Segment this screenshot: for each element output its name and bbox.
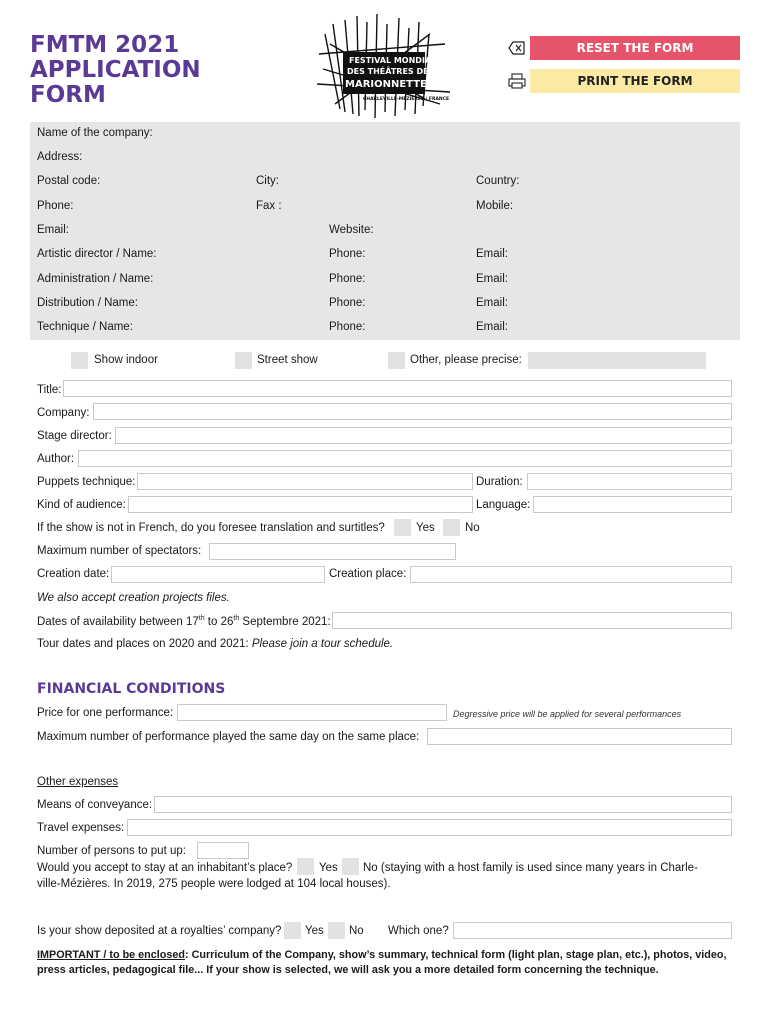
logo-line3: MARIONNETTES (345, 79, 435, 90)
other-expenses-heading: Other expenses (37, 776, 119, 788)
tour-dates-label: Tour dates and places on 2020 and 2021: Please join a tour schedule. (37, 638, 394, 650)
distribution-label: Distribution / Name: (37, 297, 138, 309)
title-label: Title: (37, 384, 62, 396)
other-show-checkbox[interactable] (388, 352, 405, 369)
country-label: Country: (476, 175, 520, 187)
print-form-button[interactable]: PRINT THE FORM (530, 69, 740, 93)
availability-input[interactable] (332, 612, 732, 629)
email-label: Email: (37, 224, 69, 236)
erase-icon[interactable] (508, 40, 526, 56)
author-input[interactable] (78, 450, 732, 467)
page-title: FMTM 2021 APPLICATION FORM (30, 32, 201, 108)
availability-label: Dates of availability between 17th to 26th Septembre 2021: (37, 615, 331, 628)
royalties-question: Is your show deposited at a royalties’ company? (37, 925, 282, 937)
show-indoor-checkbox[interactable] (71, 352, 88, 369)
artistic-phone-label: Phone: (329, 248, 366, 260)
distribution-phone-label: Phone: (329, 297, 366, 309)
street-show-checkbox[interactable] (235, 352, 252, 369)
printer-icon[interactable] (508, 73, 526, 89)
distribution-email-label: Email: (476, 297, 508, 309)
translation-question: If the show is not in French, do you foresee translation and surtitles? (37, 522, 385, 534)
company-label: Company: (37, 407, 90, 419)
technique-email-label: Email: (476, 321, 508, 333)
fax-label: Fax : (256, 200, 282, 212)
administration-phone-label: Phone: (329, 273, 366, 285)
financial-conditions-heading: FINANCIAL CONDITIONS (37, 681, 226, 697)
phone-label: Phone: (37, 200, 74, 212)
other-show-label: Other, please precise: (410, 354, 522, 366)
show-indoor-label: Show indoor (94, 354, 158, 366)
creation-place-input[interactable] (410, 566, 732, 583)
stage-director-input[interactable] (115, 427, 732, 444)
mobile-label: Mobile: (476, 200, 514, 212)
stay-question: Would you accept to stay at an inhabitant’s place? (37, 862, 293, 874)
translation-no-label: No (465, 522, 480, 534)
company-input[interactable] (93, 403, 732, 420)
other-show-input[interactable] (528, 352, 706, 369)
price-label: Price for one performance: (37, 707, 174, 719)
artistic-email-label: Email: (476, 248, 508, 260)
creation-date-label: Creation date: (37, 568, 110, 580)
stay-yes-label: Yes (319, 862, 338, 874)
spectators-input[interactable] (209, 543, 456, 560)
max-performance-input[interactable] (427, 728, 732, 745)
translation-yes-label: Yes (416, 522, 435, 534)
conveyance-input[interactable] (154, 796, 732, 813)
audience-label: Kind of audience: (37, 499, 126, 511)
festival-logo (315, 14, 455, 118)
creation-place-label: Creation place: (329, 568, 407, 580)
audience-input[interactable] (128, 496, 473, 513)
reset-form-button[interactable]: RESET THE FORM (530, 36, 740, 60)
degressive-note: Degressive price will be applied for several performances (453, 709, 682, 719)
translation-no-checkbox[interactable] (443, 519, 460, 536)
puppets-technique-label: Puppets technique: (37, 476, 136, 488)
title-input[interactable] (63, 380, 732, 397)
duration-input[interactable] (527, 473, 732, 490)
price-input[interactable] (177, 704, 447, 721)
author-label: Author: (37, 453, 75, 465)
logo-line2: DES THÉÂTRES DE (347, 67, 429, 76)
royalties-no-checkbox[interactable] (328, 922, 345, 939)
administration-label: Administration / Name: (37, 273, 154, 285)
spectators-label: Maximum number of spectators: (37, 545, 202, 557)
postal-code-label: Postal code: (37, 175, 101, 187)
website-label: Website: (329, 224, 374, 236)
street-show-label: Street show (257, 354, 318, 366)
important-note: IMPORTANT / to be enclosed: Curriculum of the Company, show’s summary, technical form (light plan, stage plan, etc.), photos, video, press articles, pedagogical file... If your show is selected, we will ask you a more detailed form concerning the technique. (37, 949, 727, 976)
travel-expenses-label: Travel expenses: (37, 822, 125, 834)
address-label: Address: (37, 151, 83, 163)
persons-label: Number of persons to put up: (37, 845, 186, 857)
stay-note: ville-Mézières. In 2019, 275 people were lodged at 104 local houses). (37, 878, 391, 890)
conveyance-label: Means of conveyance: (37, 799, 153, 811)
logo-line4: CHARLEVILLE-MÉZIÈRES | FRANCE (363, 97, 450, 102)
max-performance-label: Maximum number of performance played the same day on the same place: (37, 731, 420, 743)
technique-label: Technique / Name: (37, 321, 133, 333)
city-label: City: (256, 175, 279, 187)
stage-director-label: Stage director: (37, 430, 112, 442)
stay-yes-checkbox[interactable] (297, 858, 314, 875)
which-one-label: Which one? (388, 925, 449, 937)
duration-label: Duration: (476, 476, 523, 488)
language-label: Language: (476, 499, 531, 511)
royalties-yes-label: Yes (305, 925, 324, 937)
administration-email-label: Email: (476, 273, 508, 285)
puppets-technique-input[interactable] (137, 473, 473, 490)
stay-no-checkbox[interactable] (342, 858, 359, 875)
language-input[interactable] (533, 496, 732, 513)
translation-yes-checkbox[interactable] (394, 519, 411, 536)
stay-no-label: No (staying with a host family is used since many years in Charle- (363, 862, 698, 874)
artistic-director-label: Artistic director / Name: (37, 248, 157, 260)
accept-projects-note: We also accept creation projects files. (37, 592, 230, 604)
persons-input[interactable] (197, 842, 249, 859)
which-one-input[interactable] (453, 922, 732, 939)
technique-phone-label: Phone: (329, 321, 366, 333)
logo-line1: FESTIVAL MONDIAL (349, 56, 437, 65)
travel-expenses-input[interactable] (127, 819, 732, 836)
company-name-label: Name of the company: (37, 127, 153, 139)
creation-date-input[interactable] (111, 566, 325, 583)
royalties-no-label: No (349, 925, 364, 937)
royalties-yes-checkbox[interactable] (284, 922, 301, 939)
